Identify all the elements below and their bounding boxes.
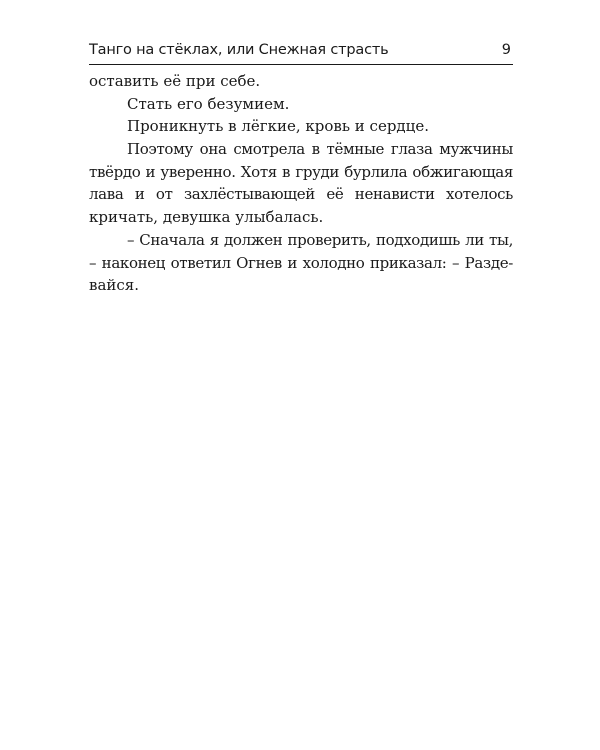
running-header <box>89 38 513 65</box>
text-line: твёрдо и уверенно. Хотя в груди бурлила обжигающая <box>89 162 513 181</box>
body-text <box>89 70 513 297</box>
text-line: кричать, девушка улыбалась. <box>89 208 324 227</box>
text-line: оставить её при себе. <box>89 72 261 90</box>
text-line: лава и от захлёстывающей её ненависти хотелось <box>89 185 513 204</box>
text-line: Стать его безумием. <box>127 94 290 113</box>
text-line: – Сначала я должен проверить, подходишь ли ты, <box>127 230 513 249</box>
text-line: вайся. <box>89 276 140 295</box>
text-line: – наконец ответил Огнев и холодно приказал: – Разде- <box>89 253 513 272</box>
text-line: Проникнуть в лёгкие, кровь и сердце. <box>127 117 429 136</box>
page-number: 9 <box>501 42 511 58</box>
text-line: Поэтому она смотрела в тёмные глаза мужчины <box>127 140 513 159</box>
running-title: Танго на стёклах, или Снежная страсть <box>89 42 389 58</box>
